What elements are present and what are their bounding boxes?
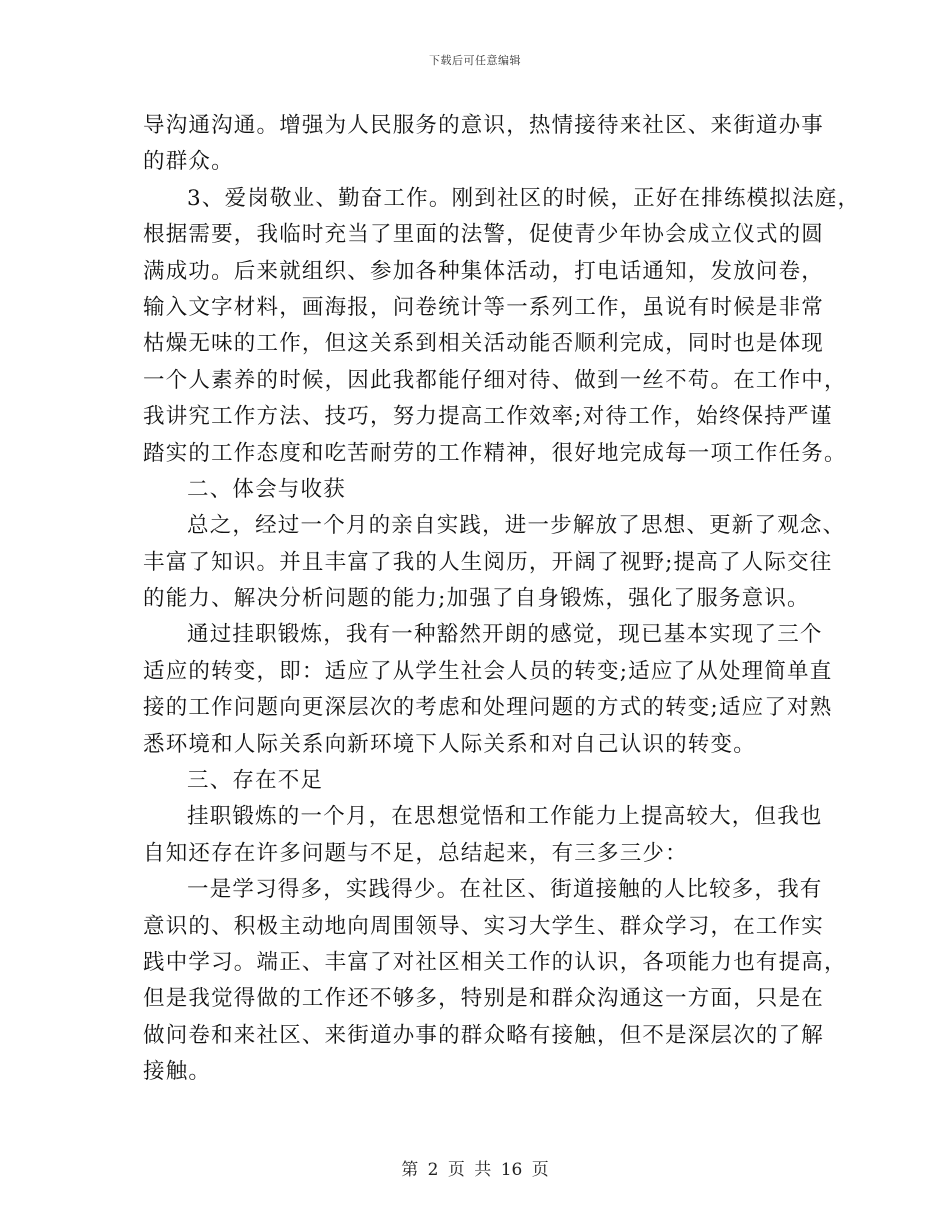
body-line: 根据需要，我临时充当了里面的法警，促使青少年协会成立仪式的圆 (143, 222, 825, 248)
body-line: 3、爱岗敬业、勤奋工作。刚到社区的时候，正好在排练模拟法庭， (187, 185, 861, 211)
body-line: 我讲究工作方法、技巧，努力提高工作效率;对待工作，始终保持严谨 (143, 404, 833, 430)
body-line: 满成功。后来就组织、参加各种集体活动，打电话通知，发放问卷， (143, 258, 825, 284)
body-line: 的能力、解决分析问题的能力;加强了自身锻炼，强化了服务意识。 (143, 586, 810, 612)
body-line: 踏实的工作态度和吃苦耐劳的工作精神，很好地完成每一项工作任务。 (143, 440, 847, 466)
document-body (143, 108, 861, 1091)
body-line: 做问卷和来社区、来街道办事的群众略有接触，但不是深层次的了解 (143, 1022, 825, 1048)
body-line: 的群众。 (143, 149, 234, 175)
body-line: 一个人素养的时候，因此我都能仔细对待、做到一丝不苟。在工作中， (143, 367, 847, 393)
body-line: 悉环境和人际关系向新环境下人际关系和对自己认识的转变。 (143, 731, 756, 757)
body-line: 丰富了知识。并且丰富了我的人生阅历，开阔了视野;提高了人际交往 (143, 549, 833, 575)
body-line: 通过挂职锻炼，我有一种豁然开朗的感觉，现已基本实现了三个 (187, 622, 823, 648)
body-line: 一是学习得多，实践得少。在社区、街道接触的人比较多，我有 (187, 877, 823, 903)
body-line: 接触。 (143, 1059, 212, 1085)
page-header: 下载后可任意编辑 (429, 54, 521, 67)
body-line: 意识的、积极主动地向周围领导、实习大学生、群众学习，在工作实 (143, 913, 825, 939)
body-line: 总之，经过一个月的亲自实践，进一步解放了思想、更新了观念、 (187, 513, 846, 539)
body-line: 枯燥无味的工作，但这关系到相关活动能否顺利完成，同时也是体现 (143, 331, 825, 357)
body-line: 适应的转变，即：适应了从学生社会人员的转变;适应了从处理简单直 (143, 658, 833, 684)
page-number-footer: 第 2 页 共 16 页 (401, 1160, 549, 1180)
body-line: 自知还存在许多问题与不足，总结起来，有三多三少： (143, 840, 688, 866)
body-line: 输入文字材料，画海报，问卷统计等一系列工作，虽说有时候是非常 (143, 294, 825, 320)
body-line: 导沟通沟通。增强为人民服务的意识，热情接待来社区、来街道办事 (143, 113, 825, 138)
body-line: 但是我觉得做的工作还不够多，特别是和群众沟通这一方面，只是在 (143, 986, 825, 1012)
body-line: 挂职锻炼的一个月，在思想觉悟和工作能力上提高较大，但我也 (187, 804, 823, 830)
body-line: 接的工作问题向更深层次的考虑和处理问题的方式的转变;适应了对熟 (143, 695, 833, 721)
body-line: 三、存在不足 (187, 768, 324, 794)
body-line: 践中学习。端正、丰富了对社区相关工作的认识，各项能力也有提高， (143, 949, 847, 975)
body-line: 二、体会与收获 (187, 476, 346, 502)
